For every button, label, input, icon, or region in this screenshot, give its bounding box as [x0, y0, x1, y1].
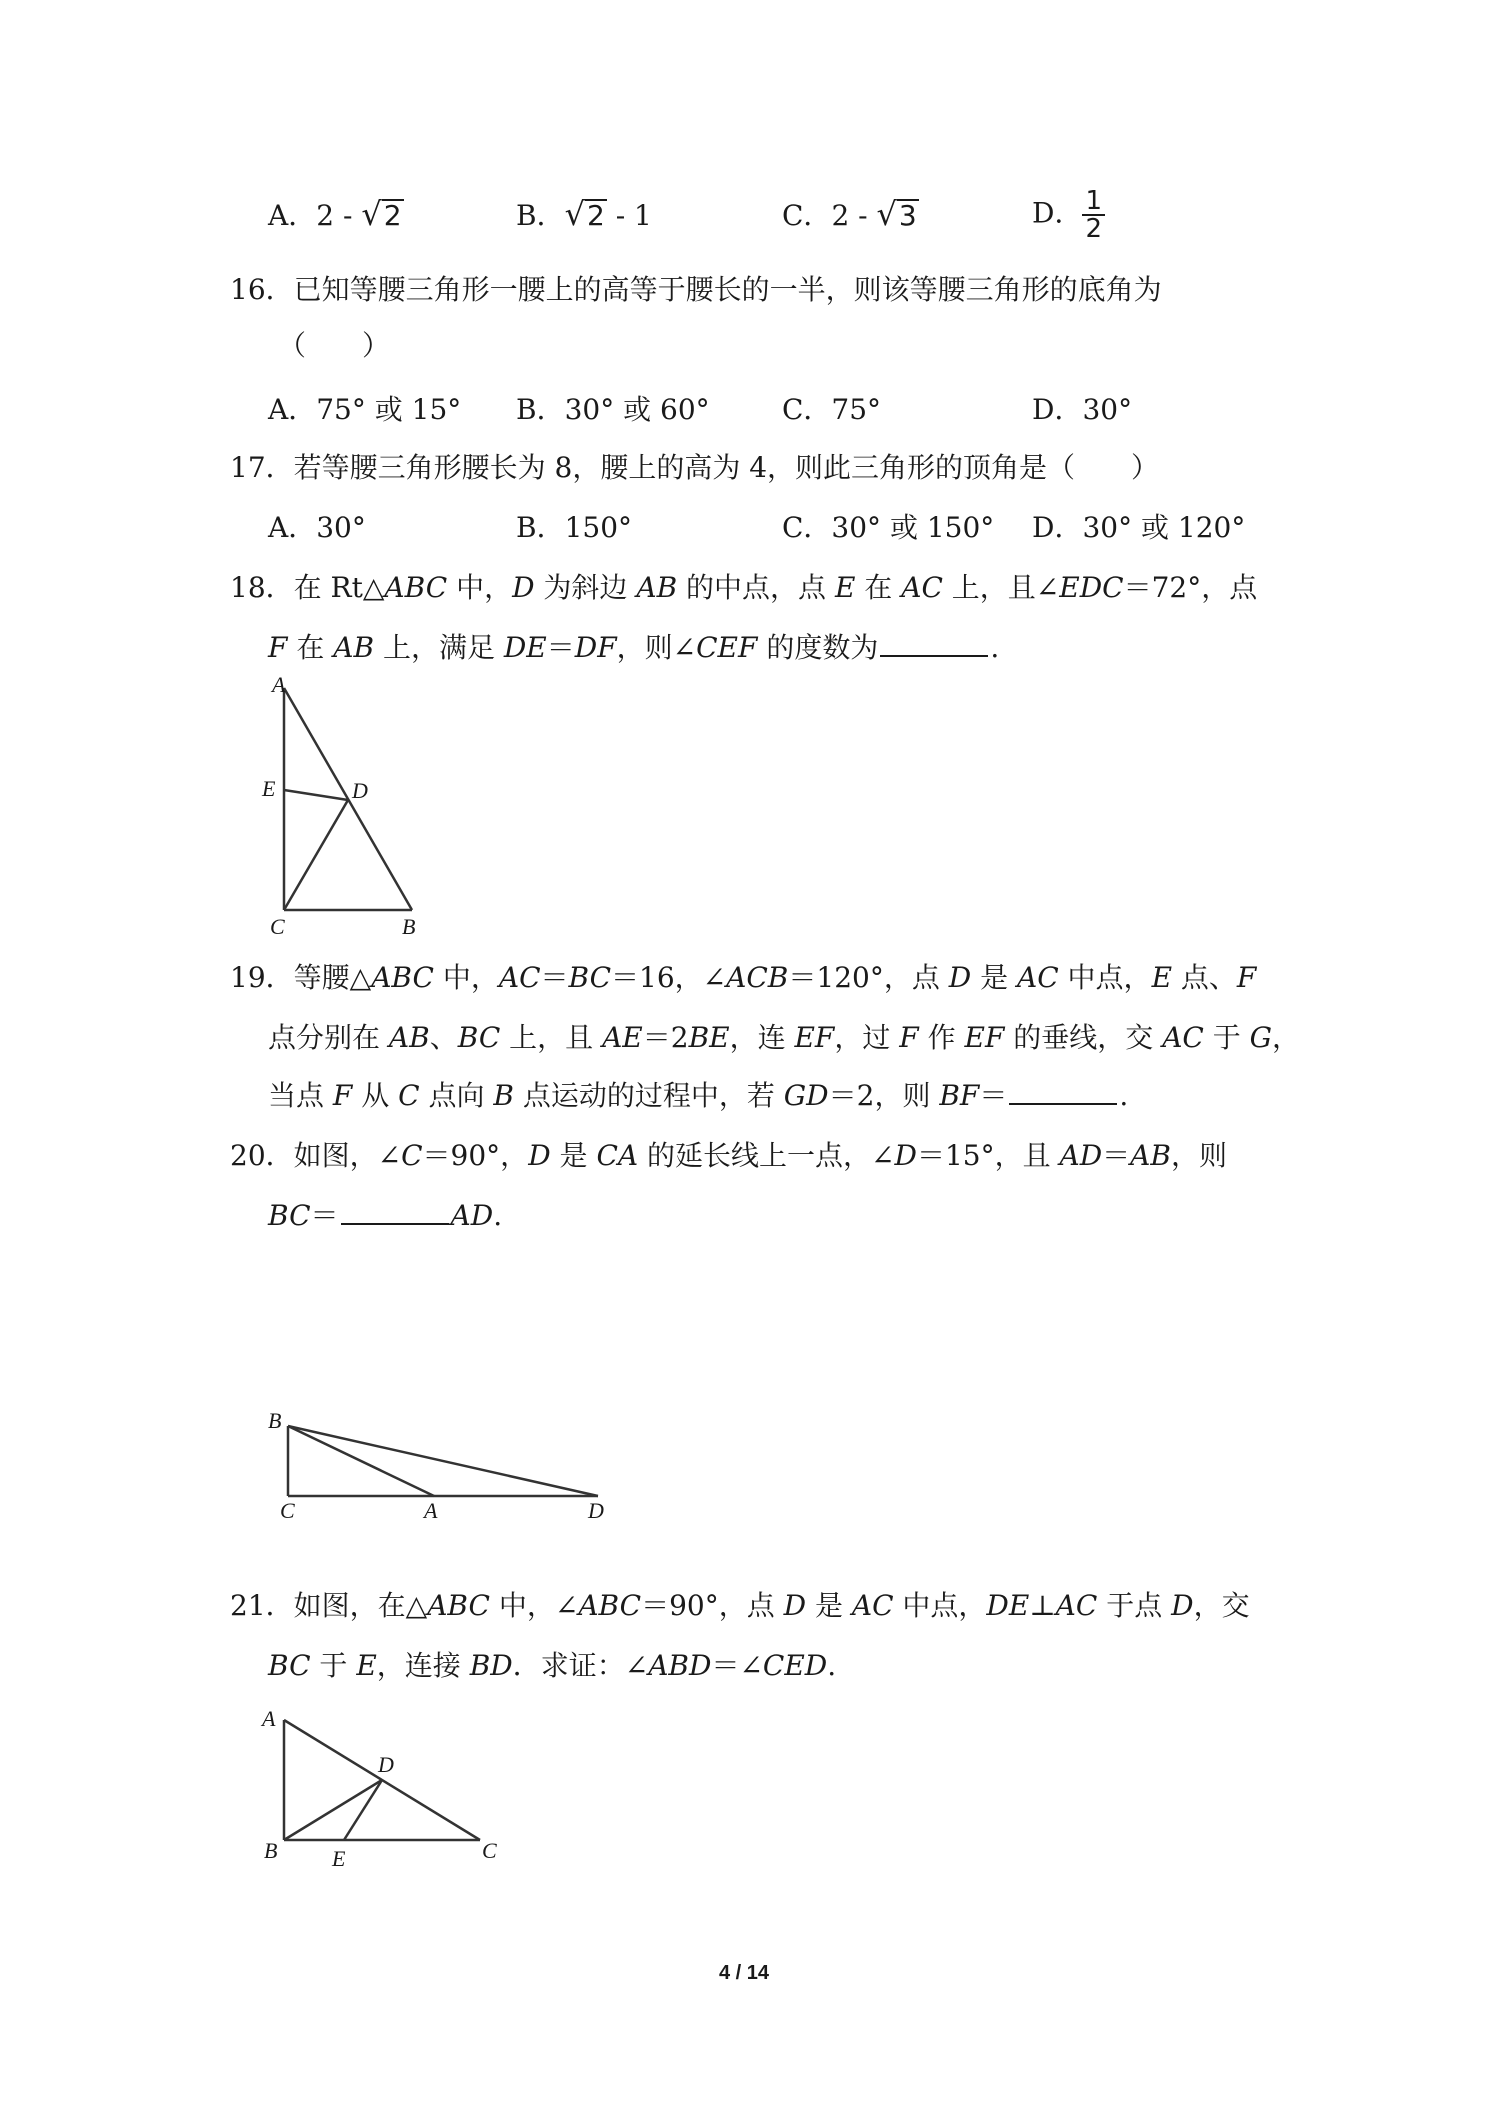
page-number: 4 / 14 — [718, 1962, 770, 1984]
segment-ed — [284, 790, 348, 800]
label-c: C — [482, 1838, 497, 1863]
q20-stem-line2: BC＝ AD. — [268, 1199, 503, 1232]
q17-stem: 17．若等腰三角形腰长为 8，腰上的高为 4，则此三角形的顶角是（ ） — [230, 451, 1160, 484]
q17-option-d: D．30° 或 120° — [1032, 511, 1246, 544]
q17-option-a: A．30° — [268, 511, 366, 544]
sqrt-3: √ 3 — [876, 195, 917, 233]
q17-option-c: C．30° 或 150° — [782, 511, 995, 544]
q19-stem-line2: 点分别在 AB、BC 上，且 AE＝2BE，连 EF，过 F 作 EF 的垂线，交 AC 于 G， — [268, 1021, 1301, 1054]
label-d: D — [378, 1752, 394, 1777]
q16-stem: 16．已知等腰三角形一腰上的高等于腰长的一半，则该等腰三角形的底角为 — [230, 273, 1162, 306]
q21-stem-line2: BC 于 E，连接 BD．求证：∠ABD＝∠CED. — [268, 1649, 837, 1682]
label-e: E — [332, 1846, 346, 1870]
segment-bd — [288, 1426, 598, 1496]
q16-option-c: C．75° — [782, 393, 882, 426]
segment-dc — [284, 800, 348, 910]
q19-stem-line3: 当点 F 从 C 点向 B 点运动的过程中，若 GD＝2，则 BF＝ . — [268, 1079, 1129, 1112]
segment-bd — [284, 1780, 382, 1840]
q15-option-a: A．2 - √ 2 — [268, 195, 402, 233]
q16-option-d: D．30° — [1032, 393, 1133, 426]
label-b: B — [268, 1408, 282, 1433]
label-b: B — [402, 914, 416, 939]
segment-ba — [288, 1426, 434, 1496]
answer-blank — [880, 631, 988, 657]
q16-option-b: B．30° 或 60° — [516, 393, 710, 426]
q18-stem-line1: 18．在 Rt△ABC 中，D 为斜边 AB 的中点，点 E 在 AC 上，且∠EDC＝72°，点 — [230, 571, 1258, 604]
segment-de — [344, 1780, 382, 1840]
answer-blank — [341, 1199, 449, 1225]
sqrt-2: √ 2 — [361, 195, 402, 233]
label-a: A — [424, 1498, 438, 1520]
q16-option-a: A．75° 或 15° — [268, 393, 462, 426]
label-a: A — [262, 1706, 276, 1731]
q19-stem-line1: 19．等腰△ABC 中，AC＝BC＝16，∠ACB＝120°，点 D 是 AC 中点，E 点、F — [230, 961, 1257, 994]
q17-option-b: B．150° — [516, 511, 633, 544]
q15-option-d: D． $\frac{1}{2}$ — [1032, 188, 1105, 242]
q16-answer-paren: （ ） — [278, 329, 391, 362]
q18-stem-line2: F 在 AB 上，满足 DE＝DF，则∠CEF 的度数为 . — [268, 631, 1000, 664]
label-b: B — [264, 1838, 278, 1863]
q15-option-b: B． √ 2 - 1 — [516, 195, 652, 233]
fraction-one-half: $\frac{1}{2}$ — [1082, 188, 1105, 242]
label-a: A — [272, 672, 286, 697]
q21-figure — [258, 1700, 518, 1870]
label-c: C — [280, 1498, 295, 1520]
q20-figure — [258, 1400, 618, 1520]
answer-blank — [1009, 1079, 1117, 1105]
q21-stem-line1: 21．如图，在△ABC 中，∠ABC＝90°，点 D 是 AC 中点，DE⊥AC 于点 D，交 — [230, 1589, 1250, 1622]
q15-option-c: C．2 - √ 3 — [782, 195, 917, 233]
label-e: E — [262, 776, 276, 801]
q20-stem-line1: 20．如图，∠C＝90°，D 是 CA 的延长线上一点，∠D＝15°，且 AD＝AB，则 — [230, 1139, 1227, 1172]
q18-figure — [250, 670, 450, 940]
label-c: C — [270, 914, 285, 939]
label-d: D — [588, 1498, 604, 1520]
sqrt-2: √ 2 — [564, 195, 605, 233]
label-d: D — [352, 778, 368, 803]
